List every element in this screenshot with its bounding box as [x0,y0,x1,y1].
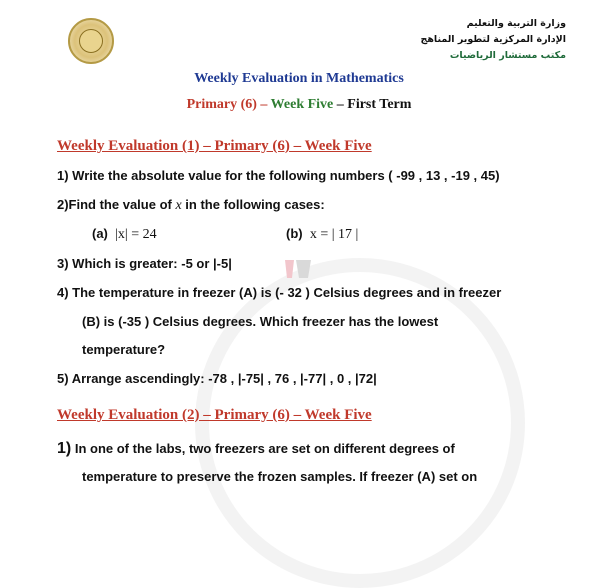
subtitle-week: Week Five [270,97,334,112]
department-name: الإدارة المركزية لتطوير المناهج [420,34,566,45]
question-1: 1) Write the absolute value for the following numbers ( -99 , 13 , -19 , 45) [57,168,500,183]
section2-question-1-number: 1) [57,440,72,457]
page-subtitle [0,97,598,113]
question-2a [92,226,157,243]
question-2b-label: (b) [286,226,303,241]
question-2a-label: (a) [92,226,108,241]
section2-question-1-text: In one of the labs, two freezers are set on different degrees of [71,441,455,456]
question-2 [57,197,325,214]
question-2-suffix: in the following cases: [181,197,325,212]
ministry-name: وزارة التربية والتعليم [466,18,566,29]
question-2-prefix: 2)Find the value of [57,197,176,212]
section2-question-1-line1 [57,440,455,458]
section1-heading: Weekly Evaluation (1) – Primary (6) – Week Five [57,138,372,154]
question-2a-expr: |x| = 24 [115,227,157,242]
section2-question-1-line2: temperature to preserve the frozen samples. If freezer (A) set on [82,469,478,484]
subtitle-term: – First Term [333,97,412,112]
question-4-line3: temperature? [82,342,166,357]
subtitle-primary: Primary (6) – [186,97,271,112]
question-4-line1: 4) The temperature in freezer (A) is (- 32 ) Celsius degrees and in freezer [57,285,502,300]
question-2b [286,226,358,243]
question-2b-expr: x = | 17 | [309,227,359,242]
question-5: 5) Arrange ascendingly: -78 , |-75| , 76 , |-77| , 0 , |72| [57,371,377,386]
ministry-seal-logo [68,18,114,64]
question-2-variable: x [175,198,182,213]
office-name: مكتب مستشار الرياضيات [449,50,566,61]
section2-heading: Weekly Evaluation (2) – Primary (6) – Week Five [57,407,372,423]
question-4-line2: (B) is (-35 ) Celsius degrees. Which freezer has the lowest [82,314,439,329]
question-3: 3) Which is greater: -5 or |-5| [57,256,232,271]
page-title: Weekly Evaluation in Mathematics [194,71,404,86]
cup-illustration-icon [283,258,313,280]
